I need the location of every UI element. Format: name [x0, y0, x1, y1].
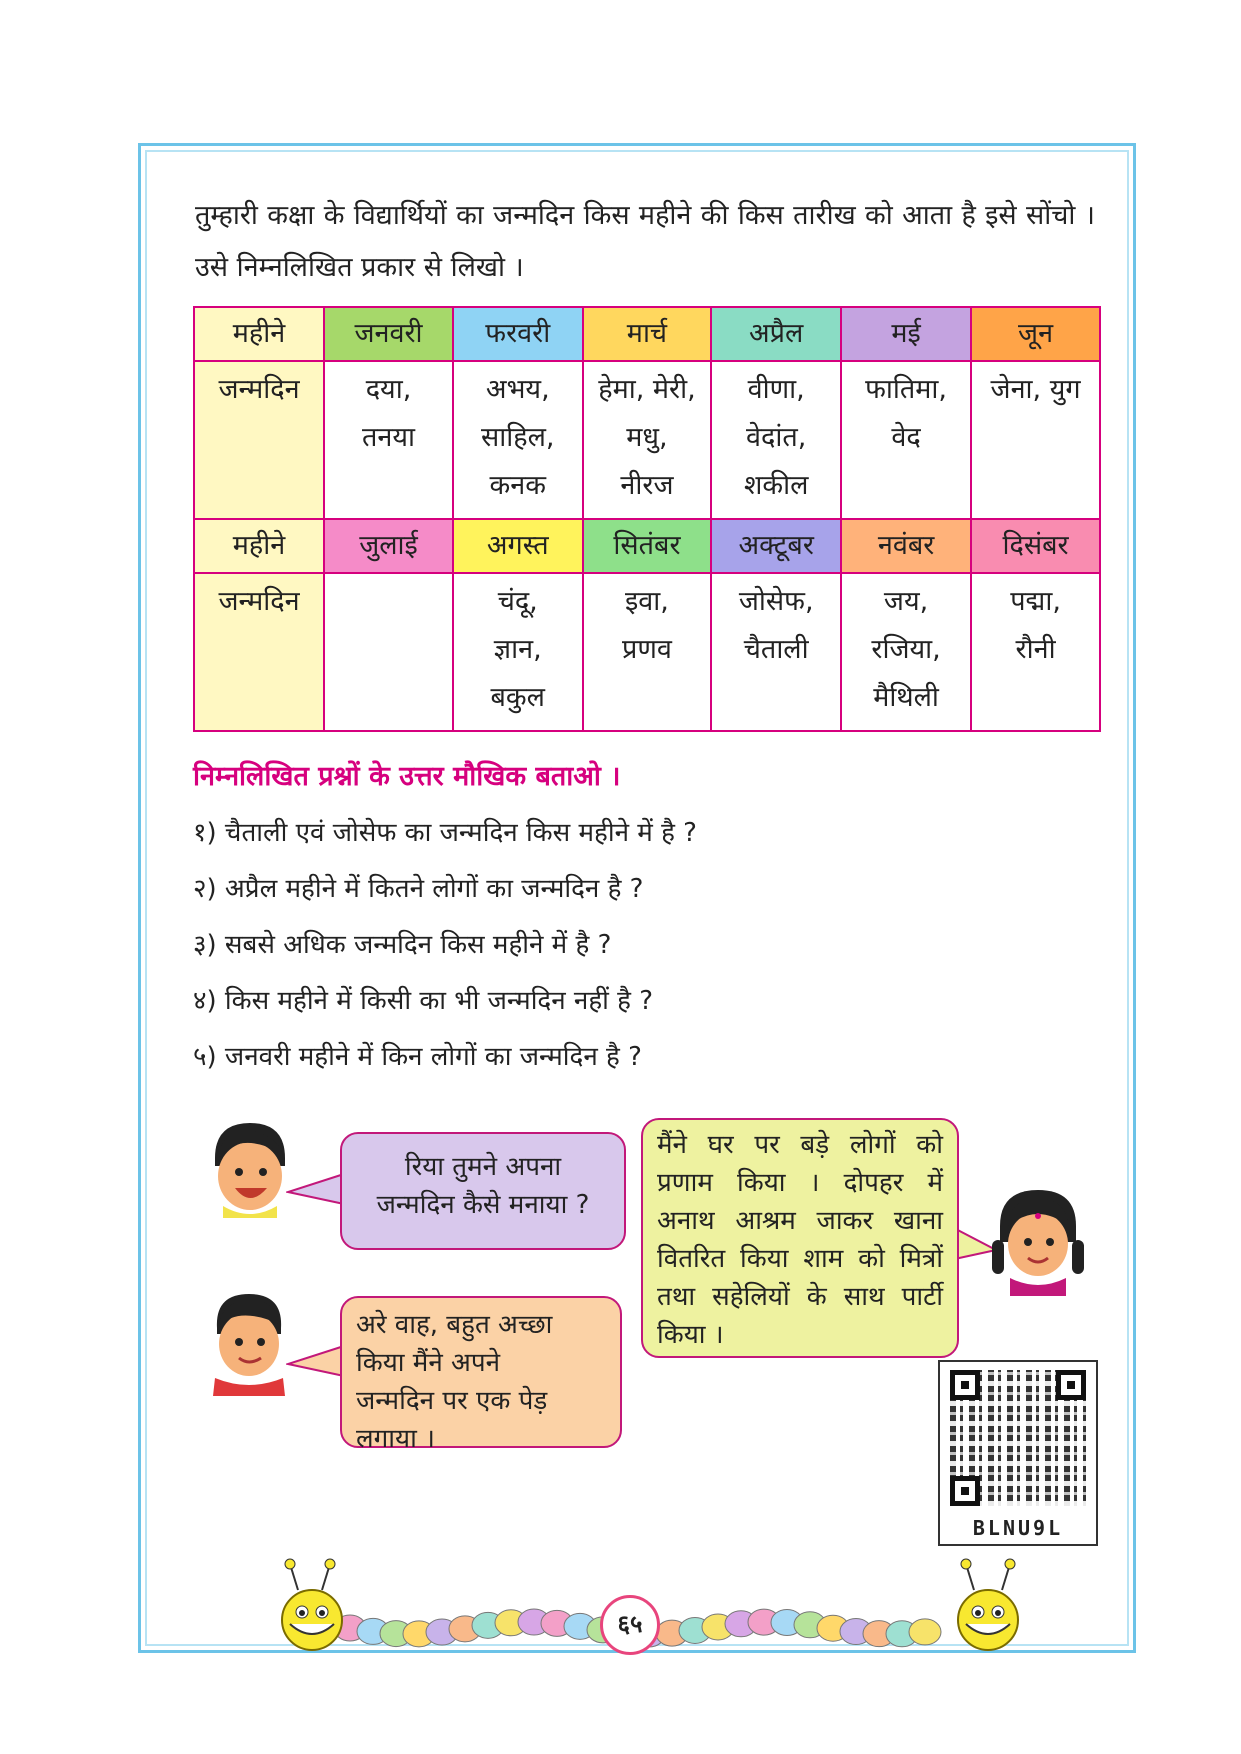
boy-face-icon	[205, 1288, 293, 1396]
questions-list	[193, 805, 697, 1085]
names-cell	[583, 573, 712, 731]
student-name: हेमा, मेरी,	[598, 374, 696, 405]
qr-finder	[950, 1476, 980, 1506]
student-name: रौनी	[1015, 634, 1056, 665]
birthday-label: जन्मदिन	[194, 573, 324, 731]
student-name: जय,	[883, 586, 929, 617]
question-item: ३) सबसे अधिक जन्मदिन किस महीने में है ?	[193, 930, 612, 960]
student-name: कनक	[489, 470, 546, 501]
month-label: महीने	[194, 519, 324, 573]
names-cell	[453, 361, 583, 519]
names-cell	[711, 573, 841, 731]
student-name: पद्मा,	[1010, 586, 1061, 617]
speech-bubble-boy1	[340, 1132, 626, 1250]
bubble-line: लगाया ।	[356, 1424, 435, 1454]
names-cell	[583, 361, 712, 519]
month-row-2	[194, 519, 1100, 573]
names-cell	[841, 573, 971, 731]
student-name: शकील	[744, 470, 809, 501]
student-name: तनया	[361, 422, 416, 453]
names-cell	[971, 361, 1100, 519]
bubble-line: किया मैंने अपने	[356, 1348, 501, 1378]
month-cell: अप्रैल	[711, 307, 841, 361]
student-name: मैथिली	[873, 682, 939, 713]
girl-face-icon	[990, 1186, 1086, 1296]
boy-face-icon	[205, 1118, 295, 1218]
student-name: इवा,	[625, 586, 669, 617]
month-label: महीने	[194, 307, 324, 361]
student-name: वेद	[891, 422, 921, 453]
student-name: ज्ञान,	[493, 634, 542, 665]
names-cell	[324, 361, 453, 519]
names-cell	[841, 361, 971, 519]
student-name: वीणा,	[747, 374, 805, 405]
month-cell: अगस्त	[453, 519, 583, 573]
student-name: साहिल,	[481, 422, 555, 453]
month-cell: सितंबर	[583, 519, 712, 573]
qr-finder	[950, 1370, 980, 1400]
page-number: ६५	[600, 1595, 660, 1655]
bubble-line: अरे वाह, बहुत अच्छा	[356, 1310, 553, 1340]
student-name: मधु,	[626, 422, 668, 453]
names-row-1	[194, 361, 1100, 519]
names-cell	[453, 573, 583, 731]
student-name: नीरज	[620, 470, 674, 501]
names-cell	[971, 573, 1100, 731]
month-cell: नवंबर	[841, 519, 971, 573]
names-cell	[711, 361, 841, 519]
student-name: जोसेफ,	[738, 586, 814, 617]
month-cell: मई	[841, 307, 971, 361]
month-cell: मार्च	[583, 307, 712, 361]
speech-bubble-boy2	[340, 1296, 622, 1454]
student-name: वेदांत,	[746, 422, 807, 453]
bubble-line: जन्मदिन पर एक पेड़	[356, 1386, 548, 1416]
month-cell: फरवरी	[453, 307, 583, 361]
qr-code-label: BLNU9L	[972, 1516, 1064, 1540]
student-name: अभय,	[485, 374, 550, 405]
month-cell: दिसंबर	[971, 519, 1100, 573]
birthday-table	[193, 306, 1101, 732]
question-item: २) अप्रैल महीने में कितने लोगों का जन्मदिन है ?	[193, 874, 644, 904]
questions-heading: निम्नलिखित प्रश्नों के उत्तर मौखिक बताओ ।	[193, 761, 621, 792]
student-name: प्रणव	[622, 634, 672, 665]
month-cell: जनवरी	[324, 307, 453, 361]
birthday-label: जन्मदिन	[194, 361, 324, 519]
month-row-1	[194, 307, 1100, 361]
question-item: ५) जनवरी महीने में किन लोगों का जन्मदिन है ?	[193, 1042, 642, 1072]
student-name: फातिमा,	[865, 374, 948, 405]
month-cell: जुलाई	[324, 519, 453, 573]
bubble-line: जन्मदिन कैसे मनाया ?	[376, 1190, 590, 1220]
qr-code-icon[interactable]	[938, 1360, 1098, 1546]
speech-bubble-girl: मैंने घर पर बड़े लोगों को प्रणाम किया । दोपहर में अनाथ आश्रम जाकर खाना वितरित किया शाम को मित्रों तथा सहेलियों के साथ पार्टी किया ।	[641, 1118, 959, 1358]
student-name: रजिया,	[871, 634, 941, 665]
bubble-tail	[286, 1342, 346, 1382]
student-name: दया,	[365, 374, 412, 405]
question-item: १) चैताली एवं जोसेफ का जन्मदिन किस महीने में है ?	[193, 818, 697, 848]
names-row-2	[194, 573, 1100, 731]
bubble-tail	[286, 1170, 346, 1210]
month-cell: अक्टूबर	[711, 519, 841, 573]
qr-finder	[1056, 1370, 1086, 1400]
names-cell	[324, 573, 453, 731]
intro-text: तुम्हारी कक्षा के विद्यार्थियों का जन्मदिन किस महीने की किस तारीख को आता है इसे सोंचो । उसे निम्नलिखित प्रकार से लिखो ।	[195, 200, 1095, 283]
student-name: बकुल	[490, 682, 545, 713]
student-name: चंदू,	[497, 586, 538, 617]
month-cell: जून	[971, 307, 1100, 361]
student-name: चैताली	[743, 634, 809, 665]
student-name: जेना, युग	[990, 374, 1081, 405]
bubble-line: रिया तुमने अपना	[404, 1152, 562, 1182]
caterpillar-segment	[909, 1619, 941, 1645]
question-item: ४) किस महीने में किसी का भी जन्मदिन नहीं है ?	[193, 986, 654, 1016]
